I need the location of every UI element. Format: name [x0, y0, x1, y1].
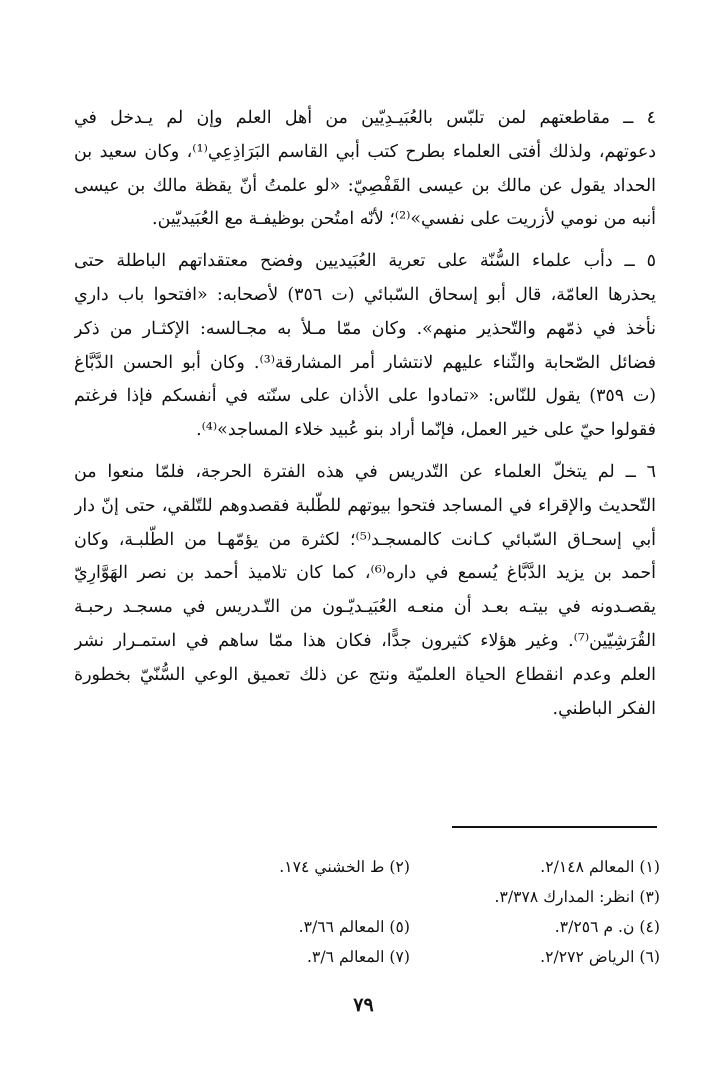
footnote-7: (٧) المعالم ٣/٦.: [307, 948, 410, 966]
footnote-4: (٤) ن. م ٣/٢٥٦.: [554, 918, 660, 936]
text-line: التّحديث والإقراء في المساجد فتحوا بيوتهم للطّلبة فقصدوهم للتّلقي، حتى إنّ دار: [74, 495, 656, 516]
footnote-separator: [452, 826, 657, 828]
text-line: العلم وعدم انقطاع الحياة العلميّة ونتج عن ذلك تعميق الوعي السُّنّيّ بخطورة: [74, 664, 656, 685]
footnote-3: (٣) انظر: المدارك ٣/٣٧٨.: [494, 888, 660, 906]
main-text: [74, 102, 656, 726]
footnotes: [160, 852, 660, 972]
paragraph-5: [74, 245, 656, 448]
footnote-row: [160, 942, 660, 972]
text-line: فضائل الصّحابة والثّناء عليهم لانتشار أمر المشارقة⁽³⁾. وكان أبو الحسن الدَّبَّاغ: [74, 352, 656, 373]
text-line: الفكر الباطني.: [552, 698, 656, 719]
text-line: أبي إسحـاق السّبائي كـانت كالمسجـد⁽⁵⁾؛ لكثرة من يؤمّهـا من الطّلبـة، وكان: [74, 529, 656, 550]
text-line: الحداد يقول عن مالك بن عيسى القَفْصِيّ: «لو علمتُ أنّ يقظة مالك بن عيسى: [74, 175, 656, 196]
text-line: (ت ٣٥٩) يقول للنّاس: «تمادوا على الأذان على سنّته في أنفسكم فإذا فرغتم: [74, 386, 656, 407]
text-line: ٥ ــ دأب علماء السُّنّة على تعرية العُبَيديين وفضح معتقداتهم الباطلة حتى: [74, 251, 656, 272]
text-line: أحمد بن يزيد الدَّبَّاغ يُسمع في داره⁽⁶⁾، كما كان تلاميذ أحمد بن نصر الهَوَّارِيّ: [74, 563, 656, 584]
footnote-empty: [160, 882, 410, 912]
text-line: يقصـدونه في بيتـه بعـد أن منعـه العُبَيـديّـون من التّـدريس في مسجـد رحبـة: [74, 597, 656, 618]
footnote-1: (١) المعالم ٢/١٤٨.: [540, 858, 660, 876]
footnote-row: [160, 852, 660, 882]
text-line: أنبه من نومي لأزريت على نفسي»⁽²⁾؛ لأنّه امتُحن بوظيفـة مع العُبَيديّين.: [152, 209, 656, 230]
text-line: نأخذ في ذمّهم والتّحذير منهم». وكان ممّا مـلأ به مجـالسه: الإكثـار من ذكر: [74, 318, 656, 339]
paragraph-4: [74, 102, 656, 237]
footnote-row: [160, 912, 660, 942]
footnote-5: (٥) المعالم ٣/٦٦.: [298, 918, 410, 936]
text-line: دعوتهم، ولذلك أفتى العلماء بطرح كتب أبي القاسم البَرَاذِعِي⁽¹⁾، وكان سعيد بن: [74, 141, 656, 162]
text-line: ٤ ــ مقاطعتهم لمن تلبّس بالعُبَيـدِيّين من أهل العلم وإن لم يـدخل في: [74, 108, 656, 128]
text-line: فقولوا حيّ على خير العمل، فإنّما أراد بنو عُبيد خلاء المساجد»⁽⁴⁾.: [196, 420, 656, 441]
text-line: يحذرها العامّة، قال أبو إسحاق السّبائي (ت ٣٥٦) لأصحابه: «افتحوا باب داري: [74, 284, 656, 305]
text-line: ٦ ــ لم يتخلّ العلماء عن التّدريس في هذه الفترة الحرجة، فلمّا منعوا من: [74, 461, 656, 482]
footnote-6: (٦) الرياض ٢/٢٧٢.: [540, 948, 660, 966]
footnote-2: (٢) ط الخشني ١٧٤.: [279, 858, 410, 876]
paragraph-6: [74, 456, 656, 726]
text-line: القُرَشِيّين⁽⁷⁾. وغير هؤلاء كثيرون جدًّا، فكان هذا ممّا ساهم في استمـرار نشر: [74, 630, 656, 651]
footnote-row: [160, 882, 660, 912]
page-number: ٧٩: [353, 994, 374, 1016]
